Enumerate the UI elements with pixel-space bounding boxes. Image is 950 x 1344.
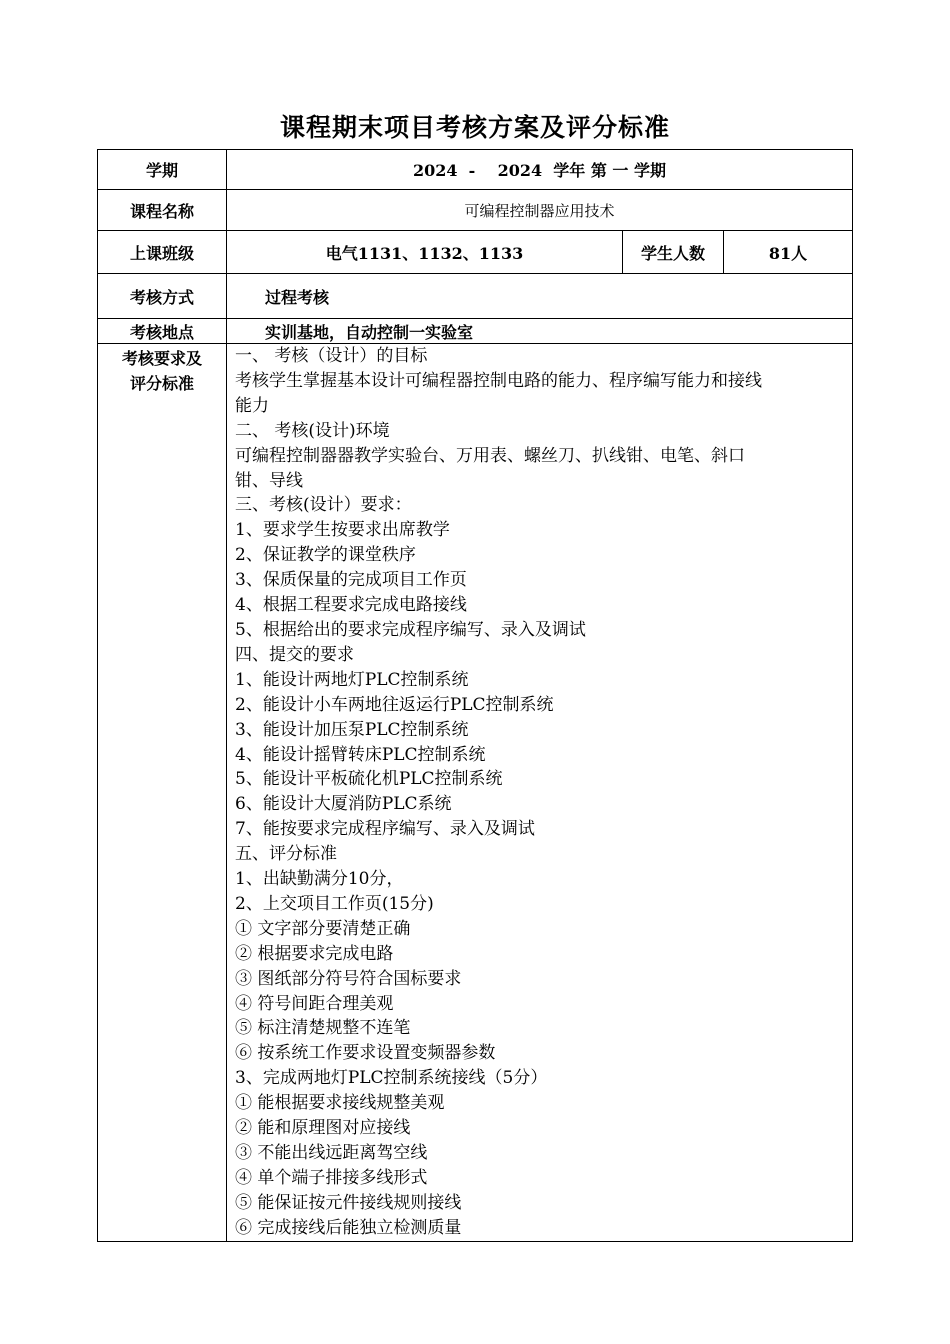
class-label: 上课班级 [129, 243, 194, 263]
content-line: 2、能设计小车两地往返运行PLC控制系统 [235, 694, 554, 715]
content-line: 一、 考核（设计）的目标 [235, 346, 428, 366]
content-line: 2、保证教学的课堂秩序 [235, 545, 416, 566]
content-line: ④ 单个端子排接多线形式 [235, 1167, 428, 1188]
location-label: 考核地点 [129, 322, 194, 342]
course-name-value: 可编程控制器应用技术 [464, 201, 615, 220]
content-line: 4、能设计摇臂转床PLC控制系统 [235, 744, 486, 765]
content-line: ⑤ 能保证按元件接线规则接线 [235, 1192, 462, 1213]
content-line: 5、根据给出的要求完成程序编写、录入及调试 [235, 619, 586, 640]
students-value: 81人 [768, 243, 808, 263]
content-line: 5、能设计平板硫化机PLC控制系统 [235, 769, 503, 790]
content-line: 考核学生掌握基本设计可编程器控制电路的能力、程序编写能力和接线 [235, 370, 762, 391]
content-line: 7、能按要求完成程序编写、录入及调试 [235, 819, 535, 840]
method-value: 过程考核 [265, 287, 330, 307]
content-line: 1、能设计两地灯PLC控制系统 [235, 669, 469, 690]
content-line: ① 文字部分要清楚正确 [235, 918, 411, 939]
content-line: 二、 考核(设计)环境 [235, 420, 390, 441]
content-line: 四、提交的要求 [235, 644, 354, 665]
content-line: 3、能设计加压泵PLC控制系统 [235, 719, 469, 740]
term-label: 学期 [145, 161, 178, 180]
content-line: ③ 图纸部分符号符合国标要求 [235, 968, 462, 989]
content-line: ① 能根据要求接线规整美观 [235, 1093, 445, 1114]
content-line: 1、出缺勤满分10分， [235, 869, 404, 890]
location-value: 实训基地，自动控制一实验室 [265, 322, 474, 342]
content-line: ② 能和原理图对应接线 [235, 1118, 411, 1139]
content-line: 能力 [235, 395, 269, 416]
course-name-label: 课程名称 [129, 201, 194, 221]
content-line: ⑤ 标注清楚规整不连笔 [235, 1018, 411, 1039]
content-line: ⑥ 按系统工作要求设置变频器参数 [235, 1043, 496, 1064]
term-value: 2024 - 2024 学年 第 一 学期 [413, 161, 666, 180]
content-line: 2、上交项目工作页(15分) [235, 893, 434, 914]
content-line: 3、完成两地灯PLC控制系统接线（5分） [235, 1068, 548, 1089]
content-line: 1、要求学生按要求出席教学 [235, 520, 450, 541]
requirements-label-line: 评分标准 [129, 374, 194, 393]
page-title: 课程期末项目考核方案及评分标准 [279, 113, 670, 142]
content-line: ③ 不能出线远距离驾空线 [235, 1143, 428, 1163]
content-line: 6、能设计大厦消防PLC系统 [235, 794, 452, 815]
content-line: 三、考核(设计）要求： [235, 495, 412, 516]
requirements-content [235, 344, 845, 1241]
content-line: 钳、导线 [235, 470, 303, 491]
content-line: ⑥ 完成接线后能独立检测质量 [235, 1217, 462, 1238]
class-value: 电气1131、1132、1133 [325, 243, 524, 263]
content-line: 3、保质保量的完成项目工作页 [235, 570, 467, 591]
column-divider [226, 149, 227, 1242]
students-label: 学生人数 [640, 243, 705, 263]
content-line: 4、根据工程要求完成电路接线 [235, 595, 467, 616]
requirements-label [98, 346, 226, 396]
method-label: 考核方式 [129, 287, 194, 307]
content-line: ④ 符号间距合理美观 [235, 993, 394, 1014]
content-line: 五、评分标准 [235, 844, 337, 865]
requirements-label-line: 考核要求及 [121, 349, 202, 368]
content-line: 可编程控制器器教学实验台、万用表、螺丝刀、扒线钳、电笔、斜口 [235, 445, 745, 466]
content-line: ② 根据要求完成电路 [235, 943, 394, 964]
